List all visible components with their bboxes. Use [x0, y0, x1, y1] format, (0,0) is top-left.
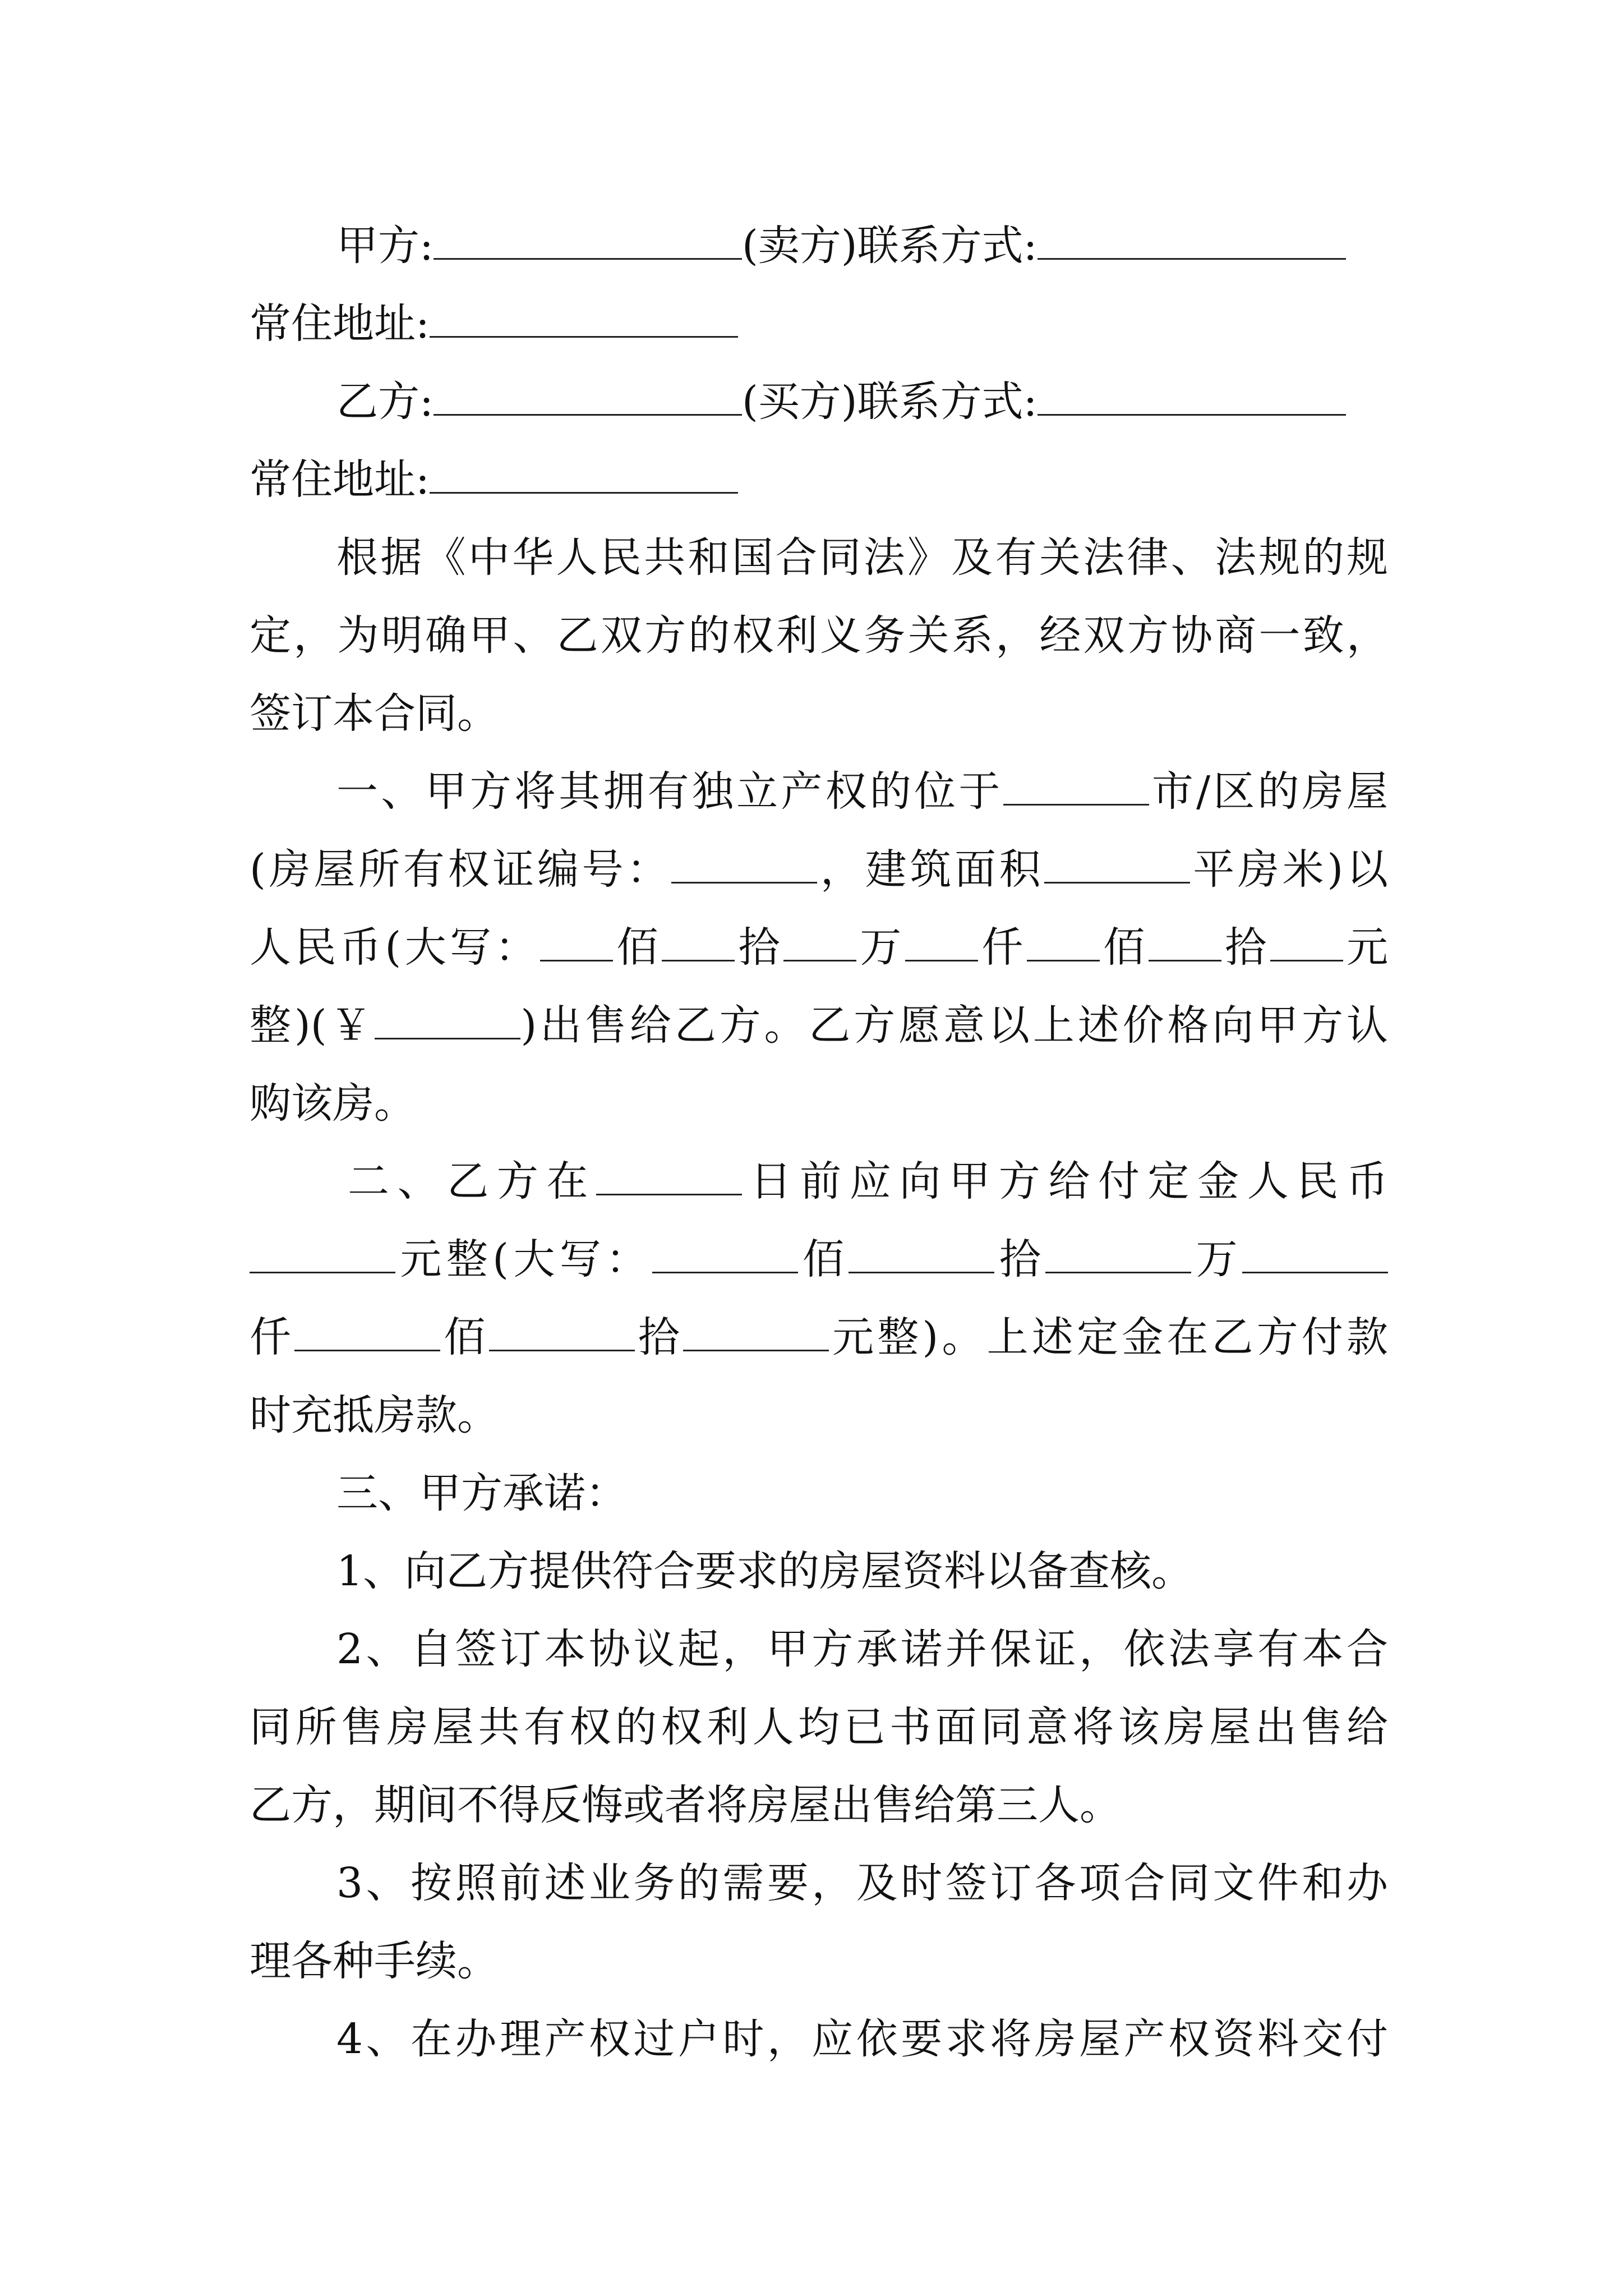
city-blank — [1003, 769, 1149, 806]
area-blank — [1044, 847, 1190, 884]
clause3-item-2-line-1: 2、自签订本协议起，甲方承诺并保证，依法享有本合 — [336, 1625, 1388, 1673]
clause2-text: 元整)。上述定金在乙方付款 — [828, 1313, 1389, 1361]
unit-text: 拾 — [634, 1313, 683, 1361]
clause1-text: (房屋所有权证编号： — [250, 845, 672, 894]
amount-blank — [849, 1237, 994, 1273]
amount-blank — [1270, 925, 1343, 961]
amount-blank — [1242, 1237, 1388, 1273]
amount-blank — [905, 925, 978, 961]
clause2-text: 元整(大写： — [395, 1235, 652, 1283]
clause1-line-3 — [250, 919, 1388, 976]
party-b-contact-blank — [1038, 379, 1346, 416]
party-b-address-label: 常住地址: — [250, 455, 430, 504]
clause1-text: )出售给乙方。乙方愿意以上述价格向甲方认 — [520, 1001, 1388, 1050]
unit-text: 万 — [1191, 1235, 1243, 1283]
preamble-line-2: 定，为明确甲、乙双方的权利义务关系，经双方协商一致， — [250, 611, 1388, 660]
preamble-line-1: 根据《中华人民共和国合同法》及有关法律、法规的规 — [336, 533, 1388, 582]
clause1-text: 一、甲方将其拥有独立产权的位于 — [336, 767, 1003, 816]
clause1-line-4 — [250, 997, 1388, 1053]
amount-blank — [783, 925, 856, 961]
amount-blank — [1027, 925, 1100, 961]
party-a-line — [336, 218, 1346, 274]
amount-blank — [540, 925, 613, 961]
unit-text: 佰 — [613, 923, 662, 972]
unit-text: 拾 — [1221, 923, 1270, 972]
price-number-blank — [375, 1003, 520, 1039]
clause1-text: 平房米)以 — [1189, 845, 1389, 894]
clause1-text: 整)(￥ — [250, 1001, 375, 1050]
preamble-line-3: 签订本合同。 — [250, 689, 499, 738]
clause3-item-1: 1、向乙方提供符合要求的房屋资料以备查核。 — [336, 1547, 1193, 1595]
clause3-item-4: 4、在办理产权过户时，应依要求将房屋产权资料交付 — [336, 2015, 1388, 2063]
unit-text: 佰 — [797, 1235, 849, 1283]
clause1-text: 人民币(大写： — [250, 923, 541, 972]
amount-blank — [662, 925, 735, 961]
party-b-name-blank — [434, 379, 742, 416]
unit-text: 佰 — [440, 1313, 489, 1361]
party-b-role: (买方)联系方式: — [741, 378, 1038, 426]
deposit-amount-blank — [250, 1237, 395, 1273]
amount-blank — [294, 1315, 440, 1351]
clause2-text: 日前应向甲方给付定金人民币 — [742, 1157, 1389, 1205]
party-a-name-blank — [434, 223, 742, 260]
party-a-address-line — [250, 296, 738, 352]
clause1-line-1 — [336, 763, 1388, 820]
party-a-address-label: 常住地址: — [250, 300, 430, 348]
party-a-role: (卖方)联系方式: — [741, 222, 1038, 270]
clause3-title: 三、甲方承诺： — [336, 1469, 627, 1517]
amount-blank — [652, 1237, 798, 1273]
unit-text: 拾 — [735, 923, 783, 972]
amount-blank — [489, 1315, 635, 1351]
clause3-item-2-line-3: 乙方，期间不得反悔或者将房屋出售给第三人。 — [250, 1781, 1121, 1829]
amount-blank — [683, 1315, 829, 1351]
certificate-number-blank — [671, 847, 817, 884]
clause2-line-4: 时充抵房款。 — [250, 1391, 499, 1439]
clause1-line-5: 购该房。 — [250, 1079, 416, 1128]
deposit-date-blank — [596, 1159, 742, 1195]
party-a-address-blank — [430, 301, 738, 338]
party-b-address-line — [250, 452, 738, 508]
clause2-line-2 — [250, 1231, 1388, 1287]
clause3-item-3-line-1: 3、按照前述业务的需要，及时签订各项合同文件和办 — [336, 1859, 1388, 1907]
amount-blank — [1045, 1237, 1191, 1273]
party-b-line — [336, 374, 1346, 430]
clause2-line-1 — [348, 1153, 1388, 1209]
clause2-line-3 — [250, 1309, 1388, 1365]
unit-text: 仟 — [978, 923, 1027, 972]
party-b-label: 乙方: — [336, 378, 434, 426]
unit-text: 佰 — [1099, 923, 1149, 972]
clause1-text: ，建筑面积 — [817, 845, 1044, 894]
party-a-label: 甲方: — [336, 222, 434, 270]
clause1-text: 市/区的房屋 — [1149, 767, 1389, 816]
unit-text: 拾 — [994, 1235, 1046, 1283]
clause3-item-3-line-2: 理各种手续。 — [250, 1937, 499, 1985]
clause1-line-2 — [250, 841, 1388, 898]
clause2-text: 二、乙方在 — [348, 1157, 597, 1205]
party-a-contact-blank — [1038, 223, 1346, 260]
amount-blank — [1149, 925, 1221, 961]
unit-text: 万 — [856, 923, 905, 972]
unit-text: 元 — [1343, 923, 1389, 972]
unit-text: 仟 — [250, 1313, 295, 1361]
party-b-address-blank — [430, 457, 738, 494]
clause3-item-2-line-2: 同所售房屋共有权的权利人均已书面同意将该房屋出售给 — [250, 1703, 1388, 1751]
